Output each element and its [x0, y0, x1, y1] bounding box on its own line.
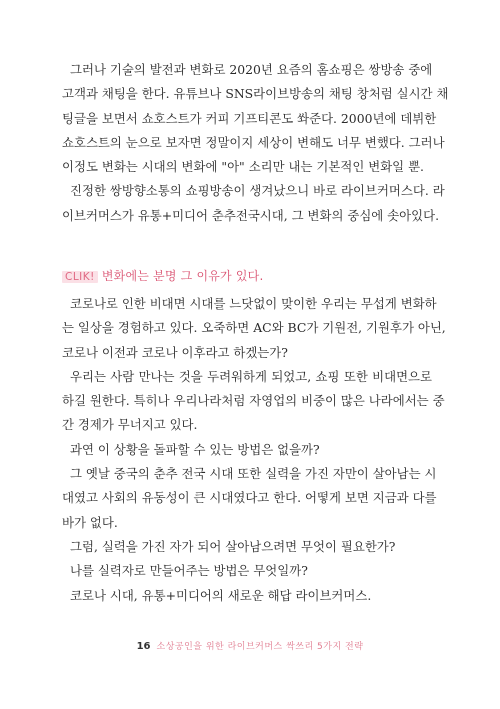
- running-title: 소상공인을 위한 라이브커머스 싹쓰리 5가지 전략: [156, 642, 364, 652]
- page-footer: [0, 639, 500, 652]
- section-heading-text: 변화에는 분명 그 이유가 있다.: [101, 269, 264, 283]
- text-line: 나를 실력자로 만들어주는 방법은 무엇일까?: [70, 563, 308, 579]
- text-line: 대였고 사회의 유동성이 큰 시대였다고 한다. 어떻게 보면 지금과 다를: [62, 490, 437, 506]
- text-line: 팅글을 보면서 쇼호스트가 커피 기프티콘도 쏴준다. 2000년에 데뷔한: [62, 110, 437, 126]
- text-line: 코로나 시대, 유통+미디어의 새로운 해답 라이브커머스.: [70, 587, 372, 603]
- click-badge: CLIK!: [62, 271, 98, 283]
- body-text-top: [62, 58, 449, 228]
- text-line: 그러나 기술의 발전과 변화로 2020년 요즘의 홈쇼핑은 쌍방송 중에: [70, 62, 433, 77]
- text-line: 그 옛날 중국의 춘추 전국 시대 또한 실력을 가진 자만이 살아남는 시: [70, 466, 437, 482]
- text-line: 이정도 변화는 시대의 변화에 "아" 소리만 내는 기본적인 변화일 뿐.: [62, 159, 424, 175]
- text-line: 그럼, 실력을 가진 자가 되어 살아남으려면 무엇이 필요한가?: [70, 538, 396, 554]
- text-line: 이브커머스가 유통+미디어 춘추전국시대, 그 변화의 중심에 솟아있다.: [62, 207, 440, 223]
- text-line: 진정한 쌍방향소통의 쇼핑방송이 생겨났으니 바로 라이브커머스다. 라: [70, 183, 445, 199]
- text-line: 간 경제가 무너지고 있다.: [62, 417, 198, 433]
- text-line: 바가 없다.: [62, 514, 118, 530]
- text-line: 코로나 이전과 코로나 이후라고 하겠는가?: [62, 344, 288, 360]
- text-line: 하길 원한다. 특히나 우리나라처럼 자영업의 비중이 많은 나라에서는 중: [62, 393, 445, 409]
- text-line: 과연 이 상황을 돌파할 수 있는 방법은 없을까?: [70, 441, 320, 457]
- section-heading: [62, 267, 263, 284]
- text-line: 코로나로 인한 비대면 시대를 느닷없이 맞이한 우리는 무섭게 변화하: [70, 296, 437, 311]
- text-line: 우리는 사람 만나는 것을 두려워하게 되었고, 쇼핑 또한 비대면으로: [70, 368, 432, 384]
- text-line: 쇼호스트의 눈으로 보자면 정말이지 세상이 변해도 너무 변했다. 그러나: [62, 134, 445, 150]
- text-line: 고객과 채팅을 한다. 유튜브나 SNS라이브방송의 채팅 창처럼 실시간 채: [62, 86, 449, 102]
- page-number: 16: [136, 641, 151, 652]
- text-line: 는 일상을 경험하고 있다. 오죽하면 AC와 BC가 기원전, 기원후가 아닌,: [62, 320, 446, 336]
- body-text-bottom: [62, 292, 446, 608]
